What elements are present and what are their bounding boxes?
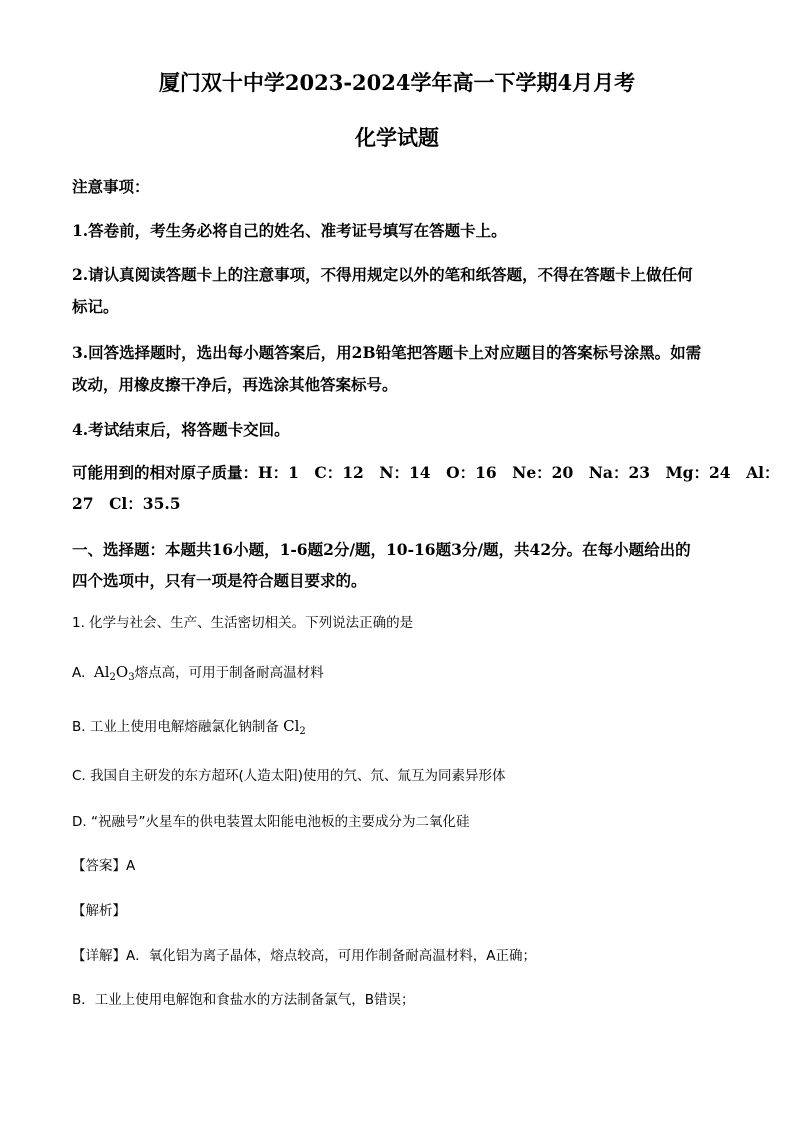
option-d: D. “祝融号”火星车的供电装置太阳能电池板的主要成分为二氧化硅 bbox=[72, 814, 470, 830]
notice-item-3-line-2: 改动，用橡皮擦干净后，再选涂其他答案标号。 bbox=[72, 375, 398, 394]
formula-subscript: 2 bbox=[299, 726, 306, 737]
option-b bbox=[72, 715, 724, 743]
section-heading-line-1: 一、选择题：本题共16小题，1-6题2分/题，10-16题3分/题，共42分。在每小题给出的 bbox=[72, 540, 691, 559]
option-a-label: A. bbox=[72, 665, 86, 681]
formula-subscript: 3 bbox=[128, 672, 135, 683]
analysis-label: 【解析】 bbox=[72, 903, 126, 919]
notice-item-3-line-1: 3.回答选择题时，选出每小题答案后，用2B铅笔把答题卡上对应题目的答案标号涂黑。如需 bbox=[72, 343, 702, 362]
notice-item-2-line-1: 2.请认真阅读答题卡上的注意事项，不得用规定以外的笔和纸答题，不得在答题卡上做任何 bbox=[72, 265, 693, 284]
formula-element-cl: Cl bbox=[283, 717, 300, 735]
answer: 【答案】A bbox=[72, 858, 136, 874]
document-title: 厦门双十中学2023-2024学年高一下学期4月月考 bbox=[158, 70, 636, 95]
notice-heading: 注意事项： bbox=[72, 177, 150, 196]
formula-subscript: 2 bbox=[109, 672, 116, 683]
atomic-mass-line-2: 27 Cl：35.5 bbox=[72, 494, 181, 513]
option-b-text: B. 工业上使用电解熔融氯化钠制备 bbox=[72, 719, 279, 735]
option-c: C. 我国自主研发的东方超环(人造太阳)使用的氕、氘、氚互为同素异形体 bbox=[72, 768, 506, 784]
atomic-mass-line-1: 可能用到的相对原子质量：H：1 C：12 N：14 O：16 Ne：20 Na：23 Mg：24 Al： bbox=[72, 463, 780, 482]
section-heading-line-2: 四个选项中，只有一项是符合题目要求的。 bbox=[72, 571, 367, 590]
option-a-formula bbox=[94, 663, 135, 681]
document-subtitle: 化学试题 bbox=[355, 125, 439, 150]
option-a-text: 熔点高，可用于制备耐高温材料 bbox=[134, 665, 324, 681]
detail-b: B．工业上使用电解饱和食盐水的方法制备氯气，B错误； bbox=[72, 992, 415, 1008]
detail-a: 【详解】A．氧化铝为离子晶体，熔点较高，可用作制备耐高温材料，A正确； bbox=[72, 948, 536, 964]
formula-element-o: O bbox=[115, 663, 129, 681]
notice-item-2-line-2: 标记。 bbox=[72, 297, 119, 316]
notice-item-4: 4.考试结束后，将答题卡交回。 bbox=[72, 420, 290, 439]
notice-item-1: 1.答卷前，考生务必将自己的姓名、准考证号填写在答题卡上。 bbox=[72, 221, 507, 240]
question-1-stem: 1. 化学与社会、生产、生活密切相关。下列说法正确的是 bbox=[72, 615, 414, 631]
option-b-formula bbox=[283, 717, 306, 735]
formula-element-al: Al bbox=[93, 663, 110, 681]
option-a bbox=[72, 661, 724, 689]
